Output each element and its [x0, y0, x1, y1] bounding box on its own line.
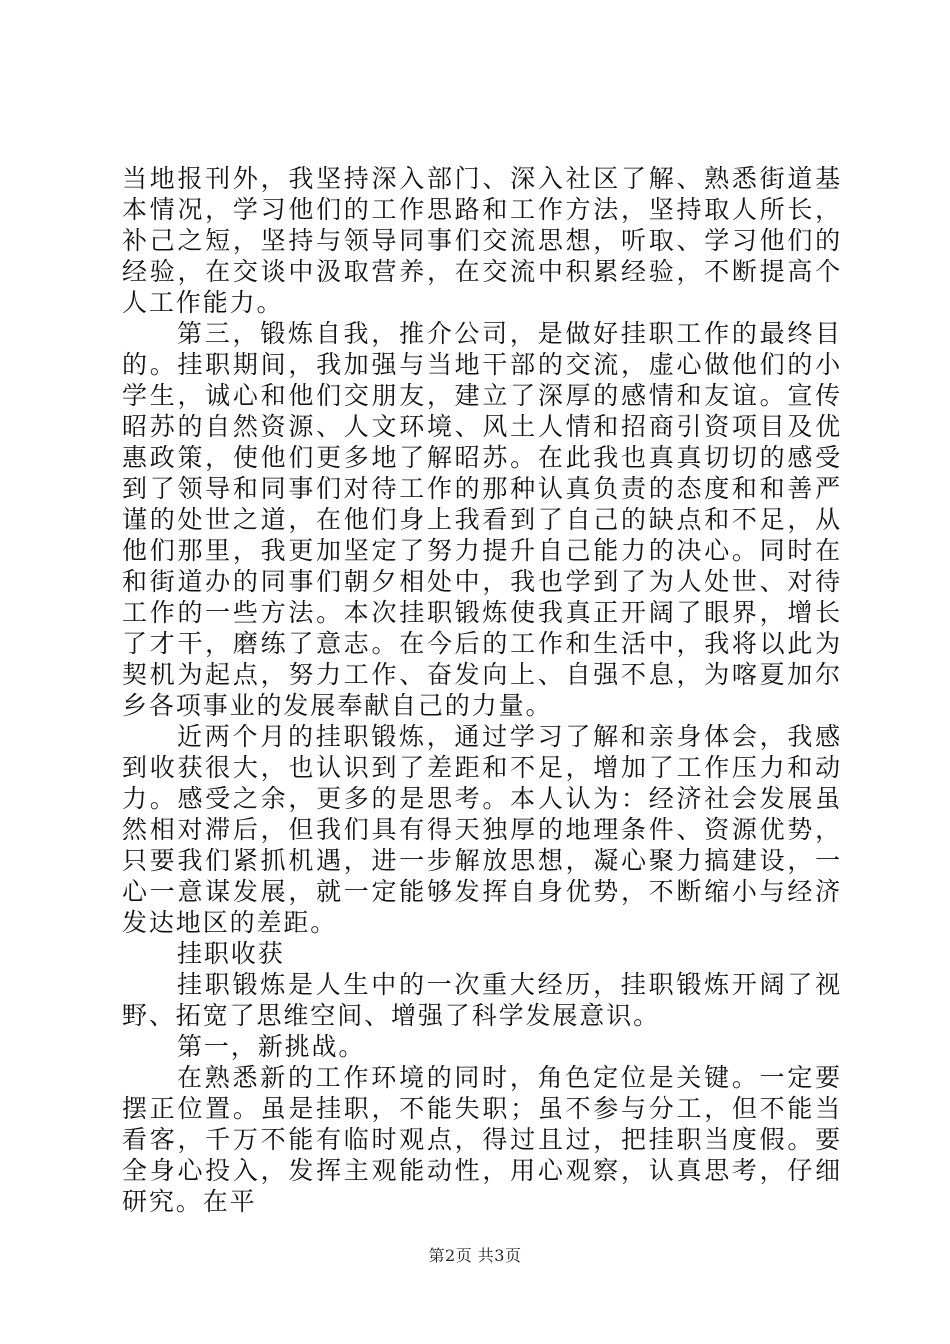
page-number-footer: 第2页 共3页: [428, 1246, 522, 1265]
paragraph-continuation: 当地报刊外，我坚持深入部门、深入社区了解、熟悉街道基本情况，学习他们的工作思路和工作方法，坚持取人所长，补己之短，坚持与领导同事们交流思想，听取、学习他们的经验，在交谈中汲取营养，在交流中积累经验，不断提高个人工作能力。: [122, 164, 842, 317]
paragraph-reflection: 近两个月的挂职锻炼，通过学习了解和亲身体会，我感到收获很大，也认识到了差距和不足，增加了工作压力和动力。感受之余，更多的是思考。本人认为：经济社会发展虽然相对滞后，但我们具有得天独厚的地理条件、资源优势，只要我们紧抓机遇，进一步解放思想，凝心聚力搞建设，一心一意谋发展，就一定能够发挥自身优势，不断缩小与经济发达地区的差距。: [122, 722, 842, 937]
subheading-first-challenge: 第一，新挑战。: [177, 1032, 366, 1061]
paragraph-gains-intro: 挂职锻炼是人生中的一次重大经历，挂职锻炼开阔了视野、拓宽了思维空间、增强了科学发展意识。: [122, 970, 842, 1030]
paragraph-third-point: 第三，锻炼自我，推介公司，是做好挂职工作的最终目的。挂职期间，我加强与当地干部的交流，虚心做他们的小学生，诚心和他们交朋友，建立了深厚的感情和友谊。宣传昭苏的自然资源、人文环境、风土人情和招商引资项目及优惠政策，使他们更多地了解昭苏。在此我也真真切切的感受到了领导和同事们对待工作的那种认真负责的态度和和善严谨的处世之道，在他们身上我看到了自己的缺点和不足，从他们那里，我更加坚定了努力提升自己能力的决心。同时在和街道办的同事们朝夕相处中，我也学到了为人处世、对待工作的一些方法。本次挂职锻炼使我真正开阔了眼界，增长了才干，磨练了意志。在今后的工作和生活中，我将以此为契机为起点，努力工作、奋发向上、自强不息，为喀夏加尔乡各项事业的发展奉献自己的力量。: [122, 319, 842, 720]
paragraph-role-positioning: 在熟悉新的工作环境的同时，角色定位是关键。一定要摆正位置。虽是挂职，不能失职；虽不参与分工，但不能当看客，千万不能有临时观点，得过且过，把挂职当度假。要全身心投入，发挥主观能动性，用心观察，认真思考，仔细研究。在平: [122, 1063, 842, 1216]
document-body: [122, 163, 842, 1217]
section-heading-gains: 挂职收获: [177, 939, 285, 968]
